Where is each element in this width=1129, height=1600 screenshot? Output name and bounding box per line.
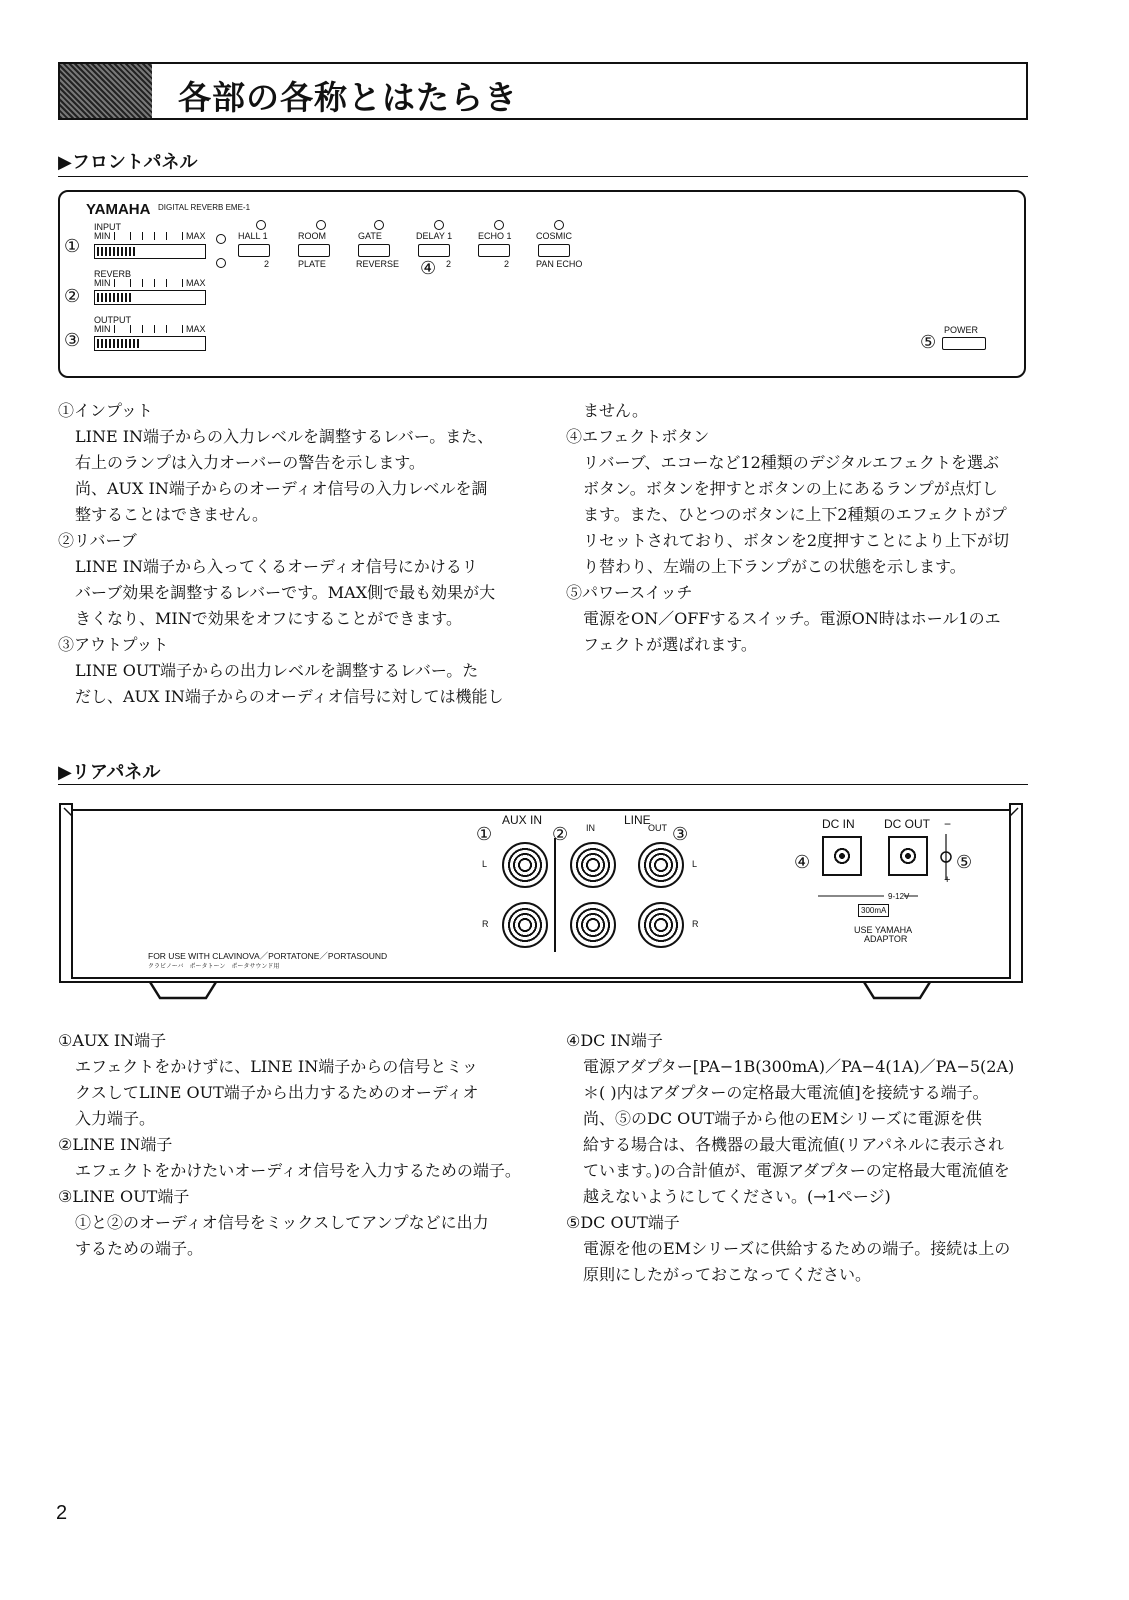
effect-delay2-label: 2	[446, 259, 452, 269]
dcin-desc-line: 給する場合は、各機器の最大電流値(リアパネルに表示され	[583, 1135, 1004, 1154]
line-in-l-jack	[570, 842, 616, 888]
effect-gate-label: GATE	[358, 231, 382, 241]
output-desc-line: LINE OUT端子からの出力レベルを調整するレバー。た	[75, 661, 479, 680]
reverb-max-label: MAX	[186, 278, 206, 288]
dcout-desc-title: ⑤DC OUT端子	[566, 1213, 680, 1232]
effect-room-button[interactable]	[298, 244, 330, 257]
hall-lamp	[256, 220, 266, 230]
line-in-number: ②	[552, 824, 569, 845]
aux-in-r-jack	[502, 902, 548, 948]
output-ticks	[96, 325, 208, 333]
output-slider[interactable]	[94, 336, 206, 351]
effect-hall-button[interactable]	[238, 244, 270, 257]
dc-out-jack	[888, 836, 928, 876]
linein-desc-title: ②LINE IN端子	[58, 1135, 173, 1154]
input-desc-line: LINE IN端子からの入力レベルを調整するレバー。また、	[75, 427, 494, 446]
line-label: LINE	[624, 813, 651, 827]
reverb-label: REVERB	[94, 269, 132, 279]
use-adaptor-line2: ADAPTOR	[864, 934, 908, 944]
effect-delay-label: DELAY 1	[416, 231, 453, 241]
out-l-label: L	[692, 859, 698, 869]
dcin-desc-line: ＊( )内はアダプターの定格最大電流値]を接続する端子。	[583, 1083, 989, 1102]
reverb-desc-title: ②リバーブ	[58, 531, 137, 550]
effect-gate-button[interactable]	[358, 244, 390, 257]
effect-panecho-label: PAN ECHO	[536, 259, 583, 269]
rear-panel-heading: ▶リアパネル	[58, 762, 161, 783]
effect-desc-line: リセットされており、ボタンを2度押すことにより上下が切	[583, 531, 1010, 550]
effect-cosmic-label: COSMIC	[536, 231, 572, 241]
line-out-r-jack	[638, 902, 684, 948]
power-desc-line: 電源をON／OFFするスイッチ。電源ON時はホール1のエ	[583, 609, 1001, 628]
brand-logo: YAMAHA	[86, 201, 151, 218]
page-number: 2	[56, 1502, 68, 1524]
line-in-label: IN	[586, 823, 595, 833]
input-max-label: MAX	[186, 231, 206, 241]
input-desc-line: 右上のランプは入力オーバーの警告を示します。	[75, 453, 425, 472]
dc-out-number: ⑤	[956, 852, 973, 873]
dcout-desc-line: 原則にしたがっておこなってください。	[583, 1265, 872, 1284]
effect-reverse-label: REVERSE	[356, 259, 400, 269]
front-desc-right	[566, 398, 1036, 658]
dc-in-jack	[822, 836, 862, 876]
front-panel-diagram	[58, 190, 1026, 378]
aux-desc-line: 入力端子。	[75, 1109, 156, 1128]
output-min-label: MIN	[94, 324, 111, 334]
dcin-desc-title: ④DC IN端子	[566, 1031, 663, 1050]
reverb-desc-line: きくなり、MINで効果をオフにすることができます。	[75, 609, 462, 628]
gate-lamp	[374, 220, 384, 230]
input-desc-line: 整することはできません。	[75, 505, 268, 524]
front-desc-left	[58, 398, 538, 710]
effect-desc-line: り替わり、左端の上下ランプがこの状態を示します。	[583, 557, 966, 576]
dcin-desc-line: ています。)の合計値が、電源アダプターの定格最大電流値を	[583, 1161, 1010, 1180]
echo-lamp	[494, 220, 504, 230]
linein-desc-line: エフェクトをかけたいオーディオ信号を入力するための端子。	[75, 1161, 521, 1180]
lower-effect-lamp	[216, 258, 226, 268]
reverb-desc-line: LINE IN端子から入ってくるオーディオ信号にかけるリ	[75, 557, 478, 576]
effect-room-label: ROOM	[298, 231, 326, 241]
lineout-desc-line: ①と②のオーディオ信号をミックスしてアンプなどに出力	[75, 1213, 489, 1232]
rear-panel-diagram	[58, 802, 1024, 982]
aux-in-number: ①	[476, 824, 493, 845]
aux-desc-title: ①AUX IN端子	[58, 1031, 167, 1050]
effect-desc-line: リバーブ、エコーなど12種類のデジタルエフェクトを選ぶ	[583, 453, 1000, 472]
output-number: ③	[64, 330, 81, 351]
effect-delay-button[interactable]	[418, 244, 450, 257]
output-desc-line: だし、AUX IN端子からのオーディオ信号に対しては機能し	[75, 687, 504, 706]
output-label: OUTPUT	[94, 315, 131, 325]
input-ticks	[96, 232, 208, 240]
aux-r-label: R	[482, 919, 489, 929]
effect-cosmic-button[interactable]	[538, 244, 570, 257]
output-max-label: MAX	[186, 324, 206, 334]
aux-desc-line: エフェクトをかけずに、LINE IN端子からの信号とミッ	[75, 1057, 478, 1076]
compat-label: FOR USE WITH CLAVINOVA／PORTATONE／PORTASOUND	[148, 951, 388, 961]
effect-plate-label: PLATE	[298, 259, 326, 269]
rear-panel-outline	[58, 802, 1024, 1002]
front-heading-rule	[58, 176, 1028, 177]
power-label: POWER	[944, 325, 979, 335]
output-desc-line: ません。	[583, 401, 648, 420]
dcout-desc-line: 電源を他のEMシリーズに供給するための端子。接続は上の	[583, 1239, 1011, 1258]
input-desc-title: ①インプット	[58, 401, 153, 420]
input-overload-lamp	[216, 234, 226, 244]
line-in-r-jack	[570, 902, 616, 948]
input-number: ①	[64, 236, 81, 257]
room-lamp	[316, 220, 326, 230]
input-label: INPUT	[94, 222, 121, 232]
out-r-label: R	[692, 919, 699, 929]
polarity-minus: −	[944, 817, 952, 831]
power-number: ⑤	[920, 332, 937, 353]
voltage-label: 9-12V	[888, 892, 910, 901]
model-name: DIGITAL REVERB EME-1	[158, 203, 251, 212]
front-panel-heading: ▶フロントパネル	[58, 152, 198, 173]
compat-label-jp: クラビノーバ ポータトーン ポータサウンド用	[148, 964, 280, 970]
effect-buttons-number: ④	[420, 258, 437, 279]
dcin-desc-line: 越えないようにしてください。(→1ページ)	[583, 1187, 891, 1206]
power-switch[interactable]	[942, 337, 986, 350]
output-desc-title: ③アウトプット	[58, 635, 169, 654]
dcin-desc-line: 尚、⑤のDC OUT端子から他のEMシリーズに電源を供	[583, 1109, 982, 1128]
input-slider[interactable]	[94, 244, 206, 259]
line-out-l-jack	[638, 842, 684, 888]
power-desc-title: ⑤パワースイッチ	[566, 583, 693, 602]
rear-desc-right	[566, 1028, 1036, 1288]
title-pattern	[60, 64, 152, 118]
effect-desc-line: ボタン。ボタンを押すとボタンの上にあるランプが点灯し	[583, 479, 998, 498]
current-label: 300mA	[858, 904, 889, 917]
effect-echo2-label: 2	[504, 259, 510, 269]
delay-lamp	[434, 220, 444, 230]
polarity-plus: +	[944, 874, 951, 886]
aux-l-label: L	[482, 859, 488, 869]
power-desc-line: フェクトが選ばれます。	[583, 635, 757, 654]
dc-in-number: ④	[794, 852, 811, 873]
input-desc-line: 尚、AUX IN端子からのオーディオ信号の入力レベルを調	[75, 479, 488, 498]
use-adaptor-line1: USE YAMAHA	[854, 925, 913, 935]
effect-desc-title: ④エフェクトボタン	[566, 427, 710, 446]
reverb-desc-line: バーブ効果を調整するレバーです。MAX側で最も効果が大	[75, 583, 496, 602]
rear-desc-left	[58, 1028, 538, 1262]
reverb-number: ②	[64, 286, 81, 307]
reverb-slider[interactable]	[94, 290, 206, 305]
line-out-number: ③	[672, 824, 689, 845]
lineout-desc-line: するための端子。	[75, 1239, 204, 1258]
line-out-label: OUT	[648, 823, 667, 833]
effect-echo-button[interactable]	[478, 244, 510, 257]
reverb-ticks	[96, 279, 208, 287]
dc-out-label: DC OUT	[884, 817, 930, 831]
reverb-min-label: MIN	[94, 278, 111, 288]
aux-in-l-jack	[502, 842, 548, 888]
effect-hall-label: HALL 1	[238, 231, 268, 241]
rear-heading-rule	[58, 784, 1028, 785]
dc-in-label: DC IN	[822, 817, 855, 831]
effect-hall2-label: 2	[264, 259, 270, 269]
page-title: 各部の各称とはたらき	[178, 78, 518, 117]
lineout-desc-title: ③LINE OUT端子	[58, 1187, 190, 1206]
aux-desc-line: クスしてLINE OUT端子から出力するためのオーディオ	[75, 1083, 479, 1102]
cosmic-lamp	[554, 220, 564, 230]
aux-in-label: AUX IN	[502, 813, 543, 827]
title-banner	[58, 62, 1028, 120]
dcin-desc-line: 電源アダプター[PA−1B(300mA)／PA−4(1A)／PA−5(2A)	[583, 1057, 1015, 1076]
effect-desc-line: ます。また、ひとつのボタンに上下2種類のエフェクトがプ	[583, 505, 1007, 524]
input-min-label: MIN	[94, 231, 111, 241]
effect-echo-label: ECHO 1	[478, 231, 512, 241]
